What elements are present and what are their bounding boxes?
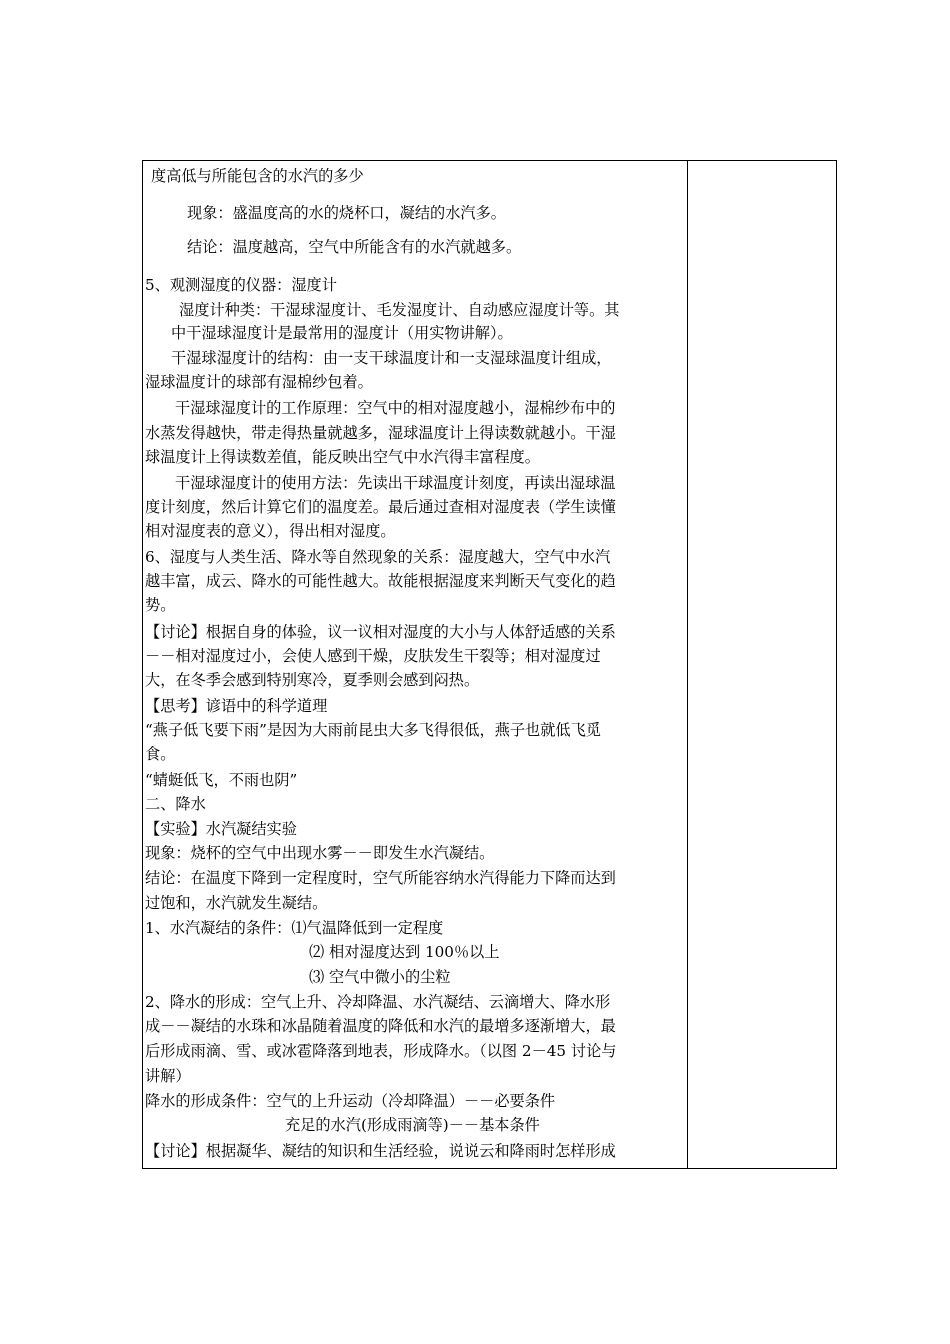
text-line: 现象：烧杯的空气中出现水雾－－即发生水汽凝结。 bbox=[145, 844, 495, 862]
text-line: 相对湿度表的意义），得出相对湿度。 bbox=[145, 522, 396, 540]
text-line: 湿球温度计的球部有湿棉纱包着。 bbox=[145, 373, 373, 391]
text-line: 水蒸发得越快，带走得热量就越多，湿球温度计上得读数就越小。干湿 bbox=[145, 424, 616, 442]
text-line: 5、观测湿度的仪器：湿度计 bbox=[145, 276, 337, 294]
content-cell bbox=[143, 161, 687, 1168]
text-line: ⑵ 相对湿度达到 100％以上 bbox=[309, 943, 500, 961]
text-line: 干湿球湿度计的工作原理：空气中的相对湿度越小，湿棉纱布中的 bbox=[175, 399, 616, 417]
text-line: 干湿球湿度计的结构：由一支干球温度计和一支湿球温度计组成， bbox=[171, 349, 612, 367]
text-line: 过饱和，水汽就发生凝结。 bbox=[145, 894, 328, 912]
text-line: 二、降水 bbox=[145, 795, 206, 813]
text-line: 中干湿球湿度计是最常用的湿度计（用实物讲解）。 bbox=[171, 324, 513, 342]
text-line: 越丰富，成云、降水的可能性越大。故能根据湿度来判断天气变化的趋 bbox=[145, 572, 616, 590]
text-line: 讲解） bbox=[145, 1067, 191, 1085]
text-line: －－相对湿度过小，会使人感到干燥，皮肤发生干裂等；相对湿度过 bbox=[145, 647, 601, 665]
text-line: 充足的水汽(形成雨滴等)－－基本条件 bbox=[285, 1116, 540, 1134]
text-line: 后形成雨滴、雪、或冰雹降落到地表，形成降水。（以图 2－45 讨论与 bbox=[145, 1042, 617, 1060]
text-line: 大，在冬季会感到特别寒冷，夏季则会感到闷热。 bbox=[145, 671, 480, 689]
text-line: 【实验】水汽凝结实验 bbox=[145, 820, 297, 838]
text-line: 1、水汽凝结的条件：⑴气温降低到一定程度 bbox=[145, 919, 444, 937]
text-line: 2、降水的形成：空气上升、冷却降温、水汽凝结、云滴增大、降水形 bbox=[145, 993, 611, 1011]
text-line: 【思考】谚语中的科学道理 bbox=[145, 697, 328, 715]
text-line: 现象：盛温度高的水的烧杯口，凝结的水汽多。 bbox=[187, 204, 506, 222]
text-line: 结论：在温度下降到一定程度时，空气所能容纳水汽得能力下降而达到 bbox=[145, 869, 616, 887]
notes-cell bbox=[688, 161, 836, 1168]
text-line: 6、湿度与人类生活、降水等自然现象的关系：湿度越大，空气中水汽 bbox=[145, 548, 611, 566]
text-line: 球温度计上得读数差值，能反映出空气中水汽得丰富程度。 bbox=[145, 448, 540, 466]
text-line: 势。 bbox=[145, 596, 176, 614]
text-line: “燕子低飞要下雨”是因为大雨前昆虫大多飞得很低，燕子也就低飞觅 bbox=[145, 721, 601, 739]
text-line: 【讨论】根据自身的体验，议一议相对湿度的大小与人体舒适感的关系 bbox=[145, 623, 616, 641]
text-line: ⑶ 空气中微小的尘粒 bbox=[309, 968, 451, 986]
text-line: 成－－凝结的水珠和冰晶随着温度的降低和水汽的最增多逐渐增大，最 bbox=[145, 1017, 616, 1035]
text-line: 食。 bbox=[145, 745, 176, 763]
text-line: 降水的形成条件：空气的上升运动（冷却降温）－－必要条件 bbox=[145, 1092, 556, 1110]
text-line: 度计刻度，然后计算它们的温度差。最后通过查相对湿度表（学生读懂 bbox=[145, 498, 616, 516]
text-line: 度高低与所能包含的水汽的多少 bbox=[151, 167, 364, 185]
text-line: 干湿球湿度计的使用方法：先读出干球温度计刻度，再读出湿球温 bbox=[175, 474, 616, 492]
text-line: 结论：温度越高，空气中所能含有的水汽就越多。 bbox=[187, 238, 522, 256]
text-line: 【讨论】根据凝华、凝结的知识和生活经验，说说云和降雨时怎样形成 bbox=[145, 1142, 616, 1160]
text-line: “蜻蜓低飞，不雨也阴” bbox=[145, 771, 298, 789]
text-line: 湿度计种类：干湿球湿度计、毛发湿度计、自动感应湿度计等。其 bbox=[179, 301, 620, 319]
lesson-table bbox=[142, 160, 837, 1169]
